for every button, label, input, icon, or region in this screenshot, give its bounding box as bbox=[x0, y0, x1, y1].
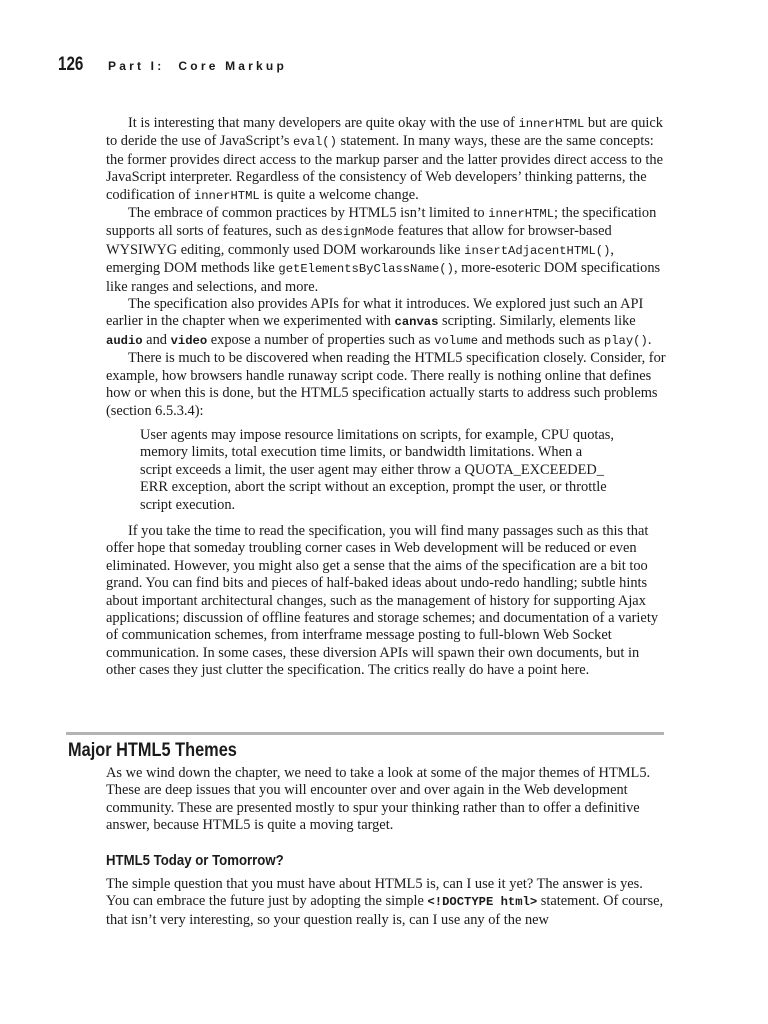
text-run: It is interesting that many developers are quite okay with the use of bbox=[128, 115, 519, 131]
code-inline: getElementsByClassName() bbox=[278, 262, 454, 277]
subsection-heading: HTML5 Today or Tomorrow? bbox=[106, 852, 284, 869]
code-inline: <!DOCTYPE html> bbox=[427, 895, 538, 910]
code-inline: eval() bbox=[293, 135, 337, 150]
code-inline: innerHTML bbox=[488, 207, 555, 222]
text-run: is quite a welcome change. bbox=[259, 186, 419, 203]
paragraph-common-practices bbox=[106, 205, 666, 296]
quote-line: memory limits, total execution time limits, or bandwidth limitations. When a bbox=[140, 444, 583, 461]
text-run: but are quick to deride the use of JavaScript’s bbox=[106, 115, 663, 150]
code-inline: insertAdjacentHTML() bbox=[464, 243, 611, 258]
section-divider bbox=[66, 732, 664, 735]
text-run: . bbox=[647, 331, 652, 348]
paragraph-themes: As we wind down the chapter, we need to take a look at some of the major themes of HTML5. These are deep issues that you will encounter over and over again in the Web development community. These are presented mostly to spur your thinking rather than to offer a definitive answer, because HTML5 is quite a moving target. bbox=[106, 765, 651, 834]
code-inline: volume bbox=[434, 333, 479, 348]
body-text bbox=[106, 115, 666, 680]
paragraph-critics: If you take the time to read the specification, you will find many passages such as this that offer hope that someday troubling corner cases in Web development will be reduced or even eliminated. However, you might also get a sense that the aims of the specification are a bit too grand. You can find bits and pieces of half-baked ideas about undo-redo handling; subtle hints about important architectural changes, such as the management of history for supporting Ajax applications; discussion of offline features and storage schemes; and documentation of a variety of communication schemes, from interframe message posting to full-blown Web Socket communication. In some cases, these diversion APIs will spawn their own documents, but in other cases they just clutter the specification. The critics really do have a point here. bbox=[106, 522, 659, 679]
text-run: statement. In many ways, these are the same concepts: the former provides direct access to the markup parser and the latter provides direct access to the JavaScript interpreter. Regardless of the consistency of Web developers’ thinking patterns, the codification of bbox=[106, 133, 664, 203]
code-inline: canvas bbox=[394, 315, 439, 330]
text-run: and methods such as bbox=[478, 331, 604, 348]
paragraph-innerhtml bbox=[106, 115, 666, 205]
text-run: ; the specification supports all sorts of features, such as bbox=[106, 205, 657, 240]
text-run: and bbox=[142, 331, 171, 348]
text-run: expose a number of properties such as bbox=[207, 331, 435, 348]
paragraph-today bbox=[106, 876, 666, 929]
quote-line: User agents may impose resource limitations on scripts, for example, CPU quotas, bbox=[140, 426, 614, 443]
quote-line: script exceeds a limit, the user agent may either throw a QUOTA_EXCEEDED_ bbox=[140, 461, 605, 478]
part-label: Part I: bbox=[108, 59, 165, 73]
code-inline: innerHTML bbox=[193, 188, 260, 203]
code-inline: audio bbox=[106, 333, 143, 348]
text-run: features that allow for browser-based WYSIWYG editing, commonly used DOM workarounds like bbox=[106, 223, 612, 258]
code-inline: designMode bbox=[321, 225, 395, 240]
running-header bbox=[58, 54, 287, 78]
running-head bbox=[108, 59, 287, 73]
chapter-part-title: Core Markup bbox=[178, 59, 287, 73]
block-quote bbox=[140, 427, 630, 514]
text-run: The simple question that you must have about HTML5 is, can I use it yet? The answer is yes. You can embrace the future just by adopting the simple bbox=[106, 876, 643, 910]
quote-line: script execution. bbox=[140, 496, 236, 513]
section-heading: Major HTML5 Themes bbox=[68, 740, 237, 761]
section-intro bbox=[106, 765, 666, 835]
code-inline: innerHTML bbox=[518, 117, 585, 131]
text-run: , more-esoteric DOM specifications like ranges and selections, and more. bbox=[106, 260, 661, 295]
paragraph-discovery: There is much to be discovered when reading the HTML5 specification closely. Consider, for example, how browsers handle runaway script code. There really is nothing online that defines how or when this is done, but the HTML5 specification actually starts to address such problems (section 6.5.3.4): bbox=[106, 350, 666, 419]
text-run: scripting. Similarly, elements like bbox=[438, 313, 636, 330]
text-run: The embrace of common practices by HTML5 isn’t limited to bbox=[128, 205, 489, 222]
code-inline: video bbox=[170, 333, 208, 348]
paragraph-apis bbox=[106, 296, 666, 350]
code-inline: play() bbox=[603, 333, 648, 348]
page-number: 126 bbox=[58, 54, 84, 75]
text-run: The specification also provides APIs for what it introduces. We explored just such an API earlier in the chapter when we experimented with bbox=[106, 296, 644, 330]
text-run: , emerging DOM methods like bbox=[106, 241, 615, 277]
text-run: statement. Of course, that isn’t very interesting, so your question really is, can I use any of the new bbox=[106, 893, 664, 928]
subsection-body bbox=[106, 876, 666, 929]
quote-line: ERR exception, abort the script without an exception, prompt the user, or throttle bbox=[140, 479, 607, 496]
